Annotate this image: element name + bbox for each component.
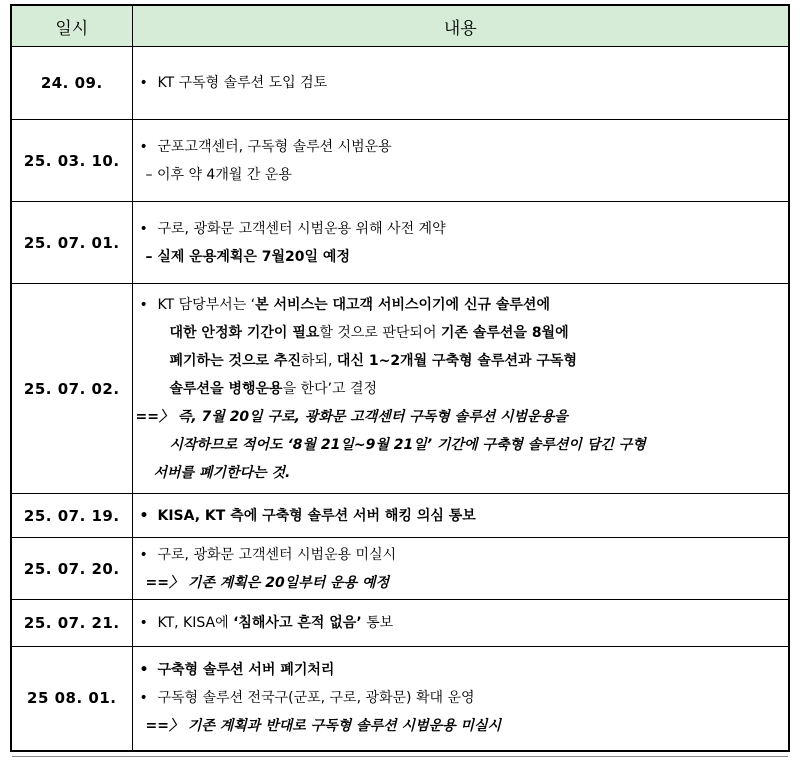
row-content bbox=[132, 202, 789, 284]
row-text-italic: ==〉 즉, 7월 20일 구로, 광화문 고객센터 구독형 솔루션 시범운용을 bbox=[135, 408, 568, 425]
bullet-icon: • bbox=[139, 662, 149, 679]
content-column-header: 내용 bbox=[132, 5, 789, 47]
table-row bbox=[11, 202, 789, 284]
row-text: – 실제 운용계획은 7월20일 예정 bbox=[145, 248, 350, 265]
row-text-bold: 폐기하는 것으로 추진 bbox=[169, 352, 301, 369]
row-text-bold: 솔루션을 병행운용 bbox=[169, 380, 283, 397]
bullet-icon: • bbox=[139, 507, 149, 524]
bullet-icon: • bbox=[139, 220, 148, 237]
row-text: KT 구독형 솔루션 도입 검토 bbox=[157, 75, 328, 91]
row-date: 24. 09. bbox=[11, 47, 132, 120]
table-row bbox=[11, 494, 789, 538]
row-date: 25. 07. 02. bbox=[11, 284, 132, 494]
row-text: 군포고객센터, 구독형 솔루션 시범운용 bbox=[157, 138, 392, 155]
row-text: 구독형 솔루션 전국구(군포, 구로, 광화문) 확대 운영 bbox=[157, 690, 475, 707]
row-text: KT 담당부서는 ‘ bbox=[157, 296, 256, 313]
row-text-italic: 시작하므로 적어도 ‘8월 21일~9월 21일’ 기간에 구축형 솔루션이 담긴 구형 bbox=[169, 436, 646, 453]
table-row bbox=[11, 538, 789, 600]
table-row bbox=[11, 120, 789, 202]
date-column-header: 일시 bbox=[11, 5, 132, 47]
bullet-icon: • bbox=[139, 615, 148, 631]
row-date: 25. 07. 20. bbox=[11, 538, 132, 600]
table-row bbox=[11, 284, 789, 494]
bullet-icon: • bbox=[139, 546, 148, 563]
row-text: – 이후 약 4개월 간 운용 bbox=[145, 166, 292, 183]
row-text: 통보 bbox=[361, 615, 394, 631]
row-text: 할 것으로 판단되어 bbox=[319, 324, 441, 341]
row-text-italic: 서버를 폐기한다는 것. bbox=[153, 464, 291, 481]
row-content bbox=[132, 538, 789, 600]
row-text-bold: 대한 안정화 기간이 필요 bbox=[169, 324, 320, 341]
row-content bbox=[132, 494, 789, 538]
row-date: 25 08. 01. bbox=[11, 647, 132, 751]
bullet-icon: • bbox=[139, 138, 148, 155]
bullet-icon: • bbox=[139, 296, 148, 313]
row-text-bold: 대신 1~2개월 구축형 솔루션과 구독형 bbox=[336, 352, 577, 369]
row-content bbox=[132, 120, 789, 202]
table-row bbox=[11, 47, 789, 120]
bullet-icon: • bbox=[139, 690, 148, 707]
row-content bbox=[132, 284, 789, 494]
row-text: KT, KISA에 bbox=[157, 615, 234, 631]
row-text-bold: 본 서비스는 대고객 서비스이기에 신규 솔루션에 bbox=[255, 296, 550, 313]
timeline-table bbox=[10, 4, 790, 752]
row-text-bold: 기존 솔루션을 8월에 bbox=[440, 324, 569, 341]
row-date: 25. 07. 19. bbox=[11, 494, 132, 538]
row-date: 25. 07. 21. bbox=[11, 600, 132, 647]
table-row bbox=[11, 647, 789, 751]
row-text: 을 한다’고 결정 bbox=[282, 380, 378, 397]
row-content bbox=[132, 647, 789, 751]
footer-divider bbox=[12, 756, 788, 757]
row-text: 구로, 광화문 고객센터 시범운용 미실시 bbox=[157, 546, 397, 563]
row-text-bold: 구축형 솔루션 서버 폐기처리 bbox=[157, 662, 335, 679]
row-date: 25. 07. 01. bbox=[11, 202, 132, 284]
row-text: 하되, bbox=[300, 352, 337, 369]
bullet-icon: • bbox=[139, 75, 148, 91]
row-content bbox=[132, 600, 789, 647]
row-text: 구로, 광화문 고객센터 시범운용 위해 사전 계약 bbox=[157, 220, 446, 237]
table-row bbox=[11, 600, 789, 647]
row-date: 25. 03. 10. bbox=[11, 120, 132, 202]
row-text-bold: KISA, KT 측에 구축형 솔루션 서버 해킹 의심 통보 bbox=[157, 507, 476, 524]
row-text-italic: ==〉 기존 계획은 20일부터 운용 예정 bbox=[145, 574, 390, 591]
row-text-bold: ‘침해사고 흔적 없음’ bbox=[233, 615, 362, 631]
header-row bbox=[11, 5, 789, 47]
row-text-italic: ==〉 기존 계획과 반대로 구독형 솔루션 시범운용 미실시 bbox=[145, 718, 502, 735]
row-content bbox=[132, 47, 789, 120]
